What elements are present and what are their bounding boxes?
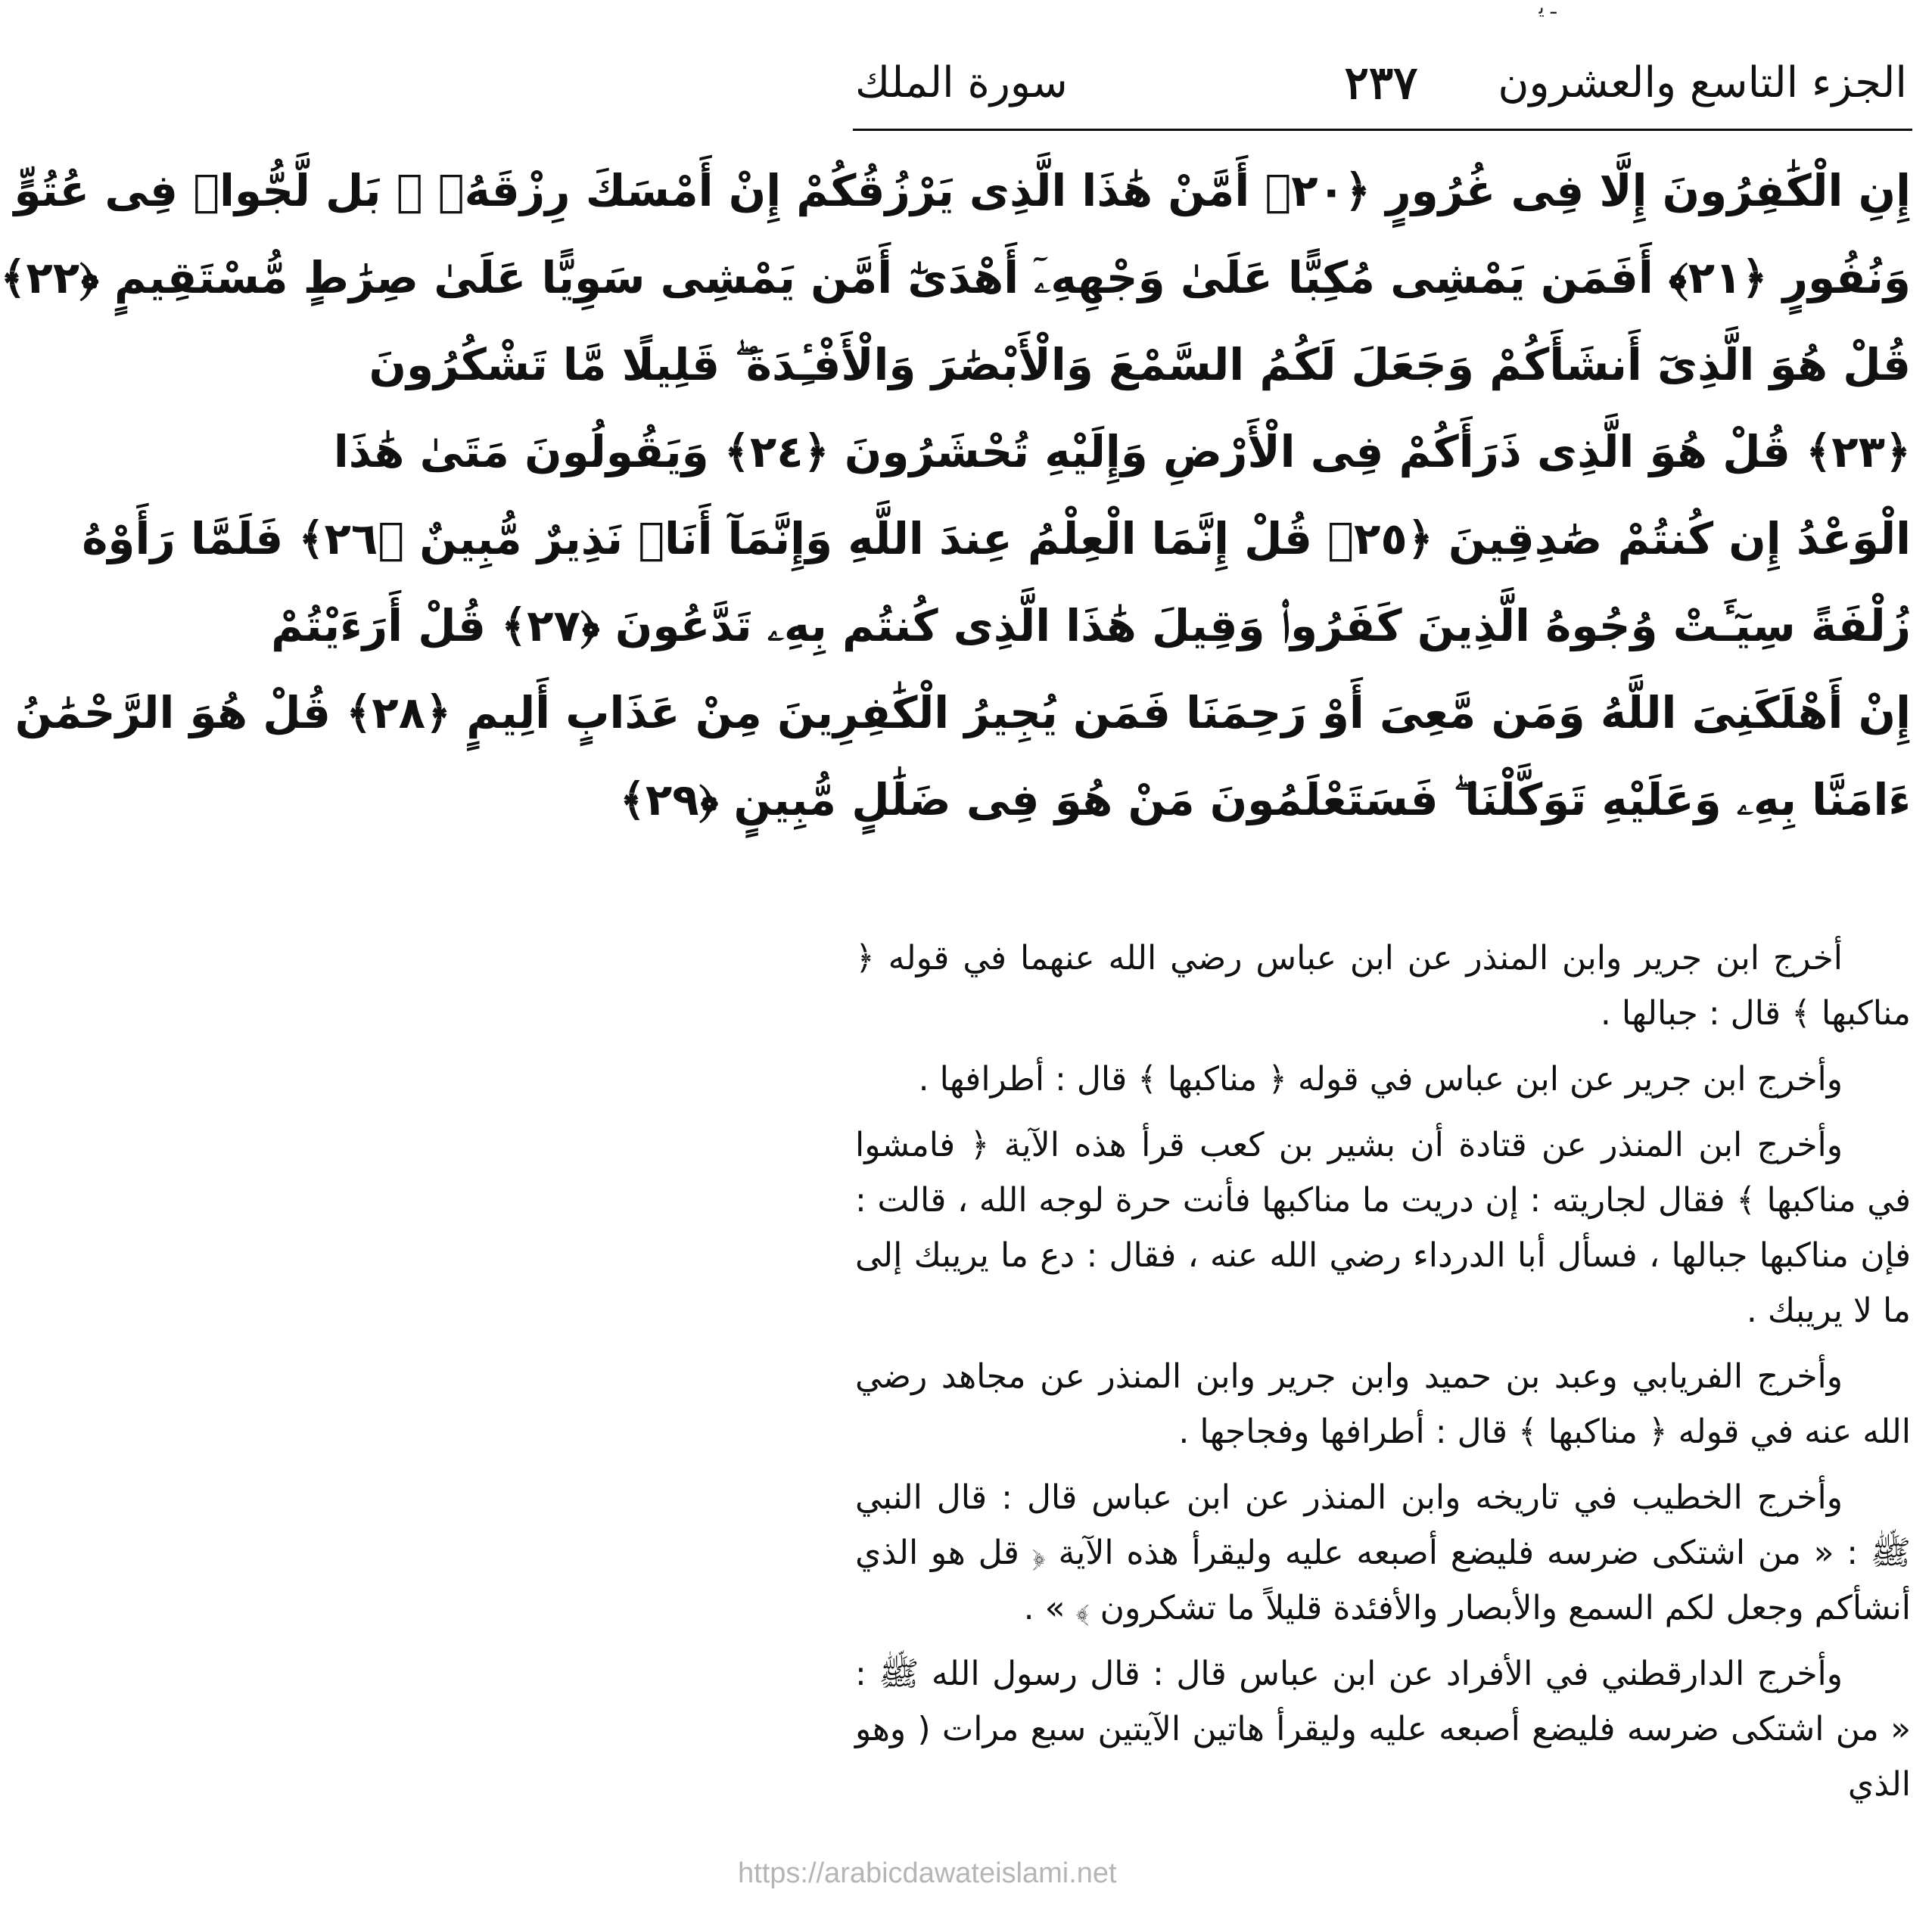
commentary-paragraph: [855, 1349, 1911, 1459]
commentary-paragraph: [855, 1117, 1911, 1338]
surah-title: سورة الملك: [855, 58, 1068, 107]
commentary-paragraph: [855, 931, 1911, 1041]
commentary-block: [855, 931, 1911, 1823]
paragraph-text: وأخرج الدارقطني في الأفراد عن ابن عباس قال : قال رسول الله ﷺ : « من اشتكى ضرسه فليضع أصبعه عليه وليقرأ هاتين الآيتين سبع مرات ( وهو الذي: [855, 1655, 1911, 1804]
quran-text-block: [0, 148, 1911, 844]
page-header: [855, 45, 1907, 121]
quran-line: إِنْ أَهْلَكَنِىَ اللَّهُ وَمَن مَّعِىَ أَوْ رَحِمَنَا فَمَن يُجِيرُ الْكَٰفِرِينَ مِنْ عَذَابٍ أَلِيمٍ ﴿٢٨﴾ قُلْ هُوَ الرَّحْمَٰنُ: [14, 687, 1911, 738]
header-divider: [853, 129, 1912, 131]
quran-line: ﴿٢٣﴾ قُلْ هُوَ الَّذِى ذَرَأَكُمْ فِى الْأَرْضِ وَإِلَيْهِ تُحْشَرُونَ ﴿٢٤﴾ وَيَقُولُونَ مَتَىٰ هَٰذَا: [333, 426, 1911, 477]
paragraph-text: وأخرج الفريابي وعبد بن حميد وابن جرير وابن المنذر عن مجاهد رضي الله عنه في قوله ﴿ مناكبها ﴾ قال : أطرافها وفجاجها .: [855, 1357, 1911, 1451]
quran-line: ءَامَنَّا بِهِۦ وَعَلَيْهِ تَوَكَّلْنَا ۖ فَسَتَعْلَمُونَ مَنْ هُوَ فِى ضَلَٰلٍ مُّبِينٍ ﴿٢٩﴾: [619, 774, 1911, 825]
commentary-paragraph: [855, 1470, 1911, 1636]
quran-line: وَنُفُورٍ ﴿٢١﴾ أَفَمَن يَمْشِى مُكِبًّا عَلَىٰ وَجْهِهِۦٓ أَهْدَىٰٓ أَمَّن يَمْشِى سَوِيًّا عَلَىٰ صِرَٰطٍ مُّسْتَقِيمٍ ﴿٢٢﴾: [0, 252, 1911, 303]
commentary-paragraph: [855, 1052, 1911, 1107]
page-number: ٢٣٧: [1344, 57, 1418, 110]
quran-line: زُلْفَةً سِيٓـَٔتْ وُجُوهُ الَّذِينَ كَفَرُوا۟ وَقِيلَ هَٰذَا الَّذِى كُنتُم بِهِۦ تَدَّعُونَ ﴿٢٧﴾ قُلْ أَرَءَيْتُمْ: [271, 600, 1911, 651]
paragraph-text: وأخرج الخطيب في تاريخه وابن المنذر عن ابن عباس قال : قال النبي ﷺ : « من اشتكى ضرسه فليضع أصبعه عليه وليقرأ هذه الآية ﴿ قل هو الذي أنشأكم وجعل لكم السمع والأبصار والأفئدة قليلاً ما تشكرون ﴾ » .: [855, 1478, 1911, 1627]
commentary-paragraph: [855, 1646, 1911, 1812]
paragraph-text: وأخرج ابن جرير عن ابن عباس في قوله ﴿ مناكبها ﴾ قال : أطرافها .: [918, 1060, 1843, 1099]
juz-title: الجزء التاسع والعشرون: [1498, 58, 1907, 107]
watermark-url: https://arabicdawateislami.net: [738, 1857, 1117, 1889]
quran-line: إِنِ الْكَٰفِرُونَ إِلَّا فِى غُرُورٍ ﴿٢٠﴾ أَمَّنْ هَٰذَا الَّذِى يَرْزُقُكُمْ إِنْ أَمْسَكَ رِزْقَهُۥ ۚ بَل لَّجُّوا۟ فِى عُتُوٍّ: [14, 165, 1911, 216]
paragraph-text: أخرج ابن جرير وابن المنذر عن ابن عباس رضي الله عنهما في قوله ﴿ مناكبها ﴾ قال : جبالها .: [855, 939, 1911, 1033]
paragraph-text: وأخرج ابن المنذر عن قتادة أن بشير بن كعب قرأ هذه الآية ﴿ فامشوا في مناكبها ﴾ فقال لجاريته : إن دريت ما مناكبها فأنت حرة لوجه الله ، قالت : فإن مناكبها جبالها ، فسأل أبا الدرداء رضي الله عنه ، فقال : دع ما يريبك إلى ما لا يريبك .: [855, 1126, 1911, 1330]
quran-line: الْوَعْدُ إِن كُنتُمْ صَٰدِقِينَ ﴿٢٥﴾ قُلْ إِنَّمَا الْعِلْمُ عِندَ اللَّهِ وَإِنَّمَآ أَنَا۠ نَذِيرٌ مُّبِينٌ ﴿٢٦﴾ فَلَمَّا رَأَوْهُ: [82, 513, 1911, 564]
top-edge-mark: ـ ﯾ: [1538, 0, 1557, 19]
quran-line: قُلْ هُوَ الَّذِىٓ أَنشَأَكُمْ وَجَعَلَ لَكُمُ السَّمْعَ وَالْأَبْصَٰرَ وَالْأَفْـِٔدَةَ ۖ قَلِيلًا مَّا تَشْكُرُونَ: [369, 339, 1911, 390]
